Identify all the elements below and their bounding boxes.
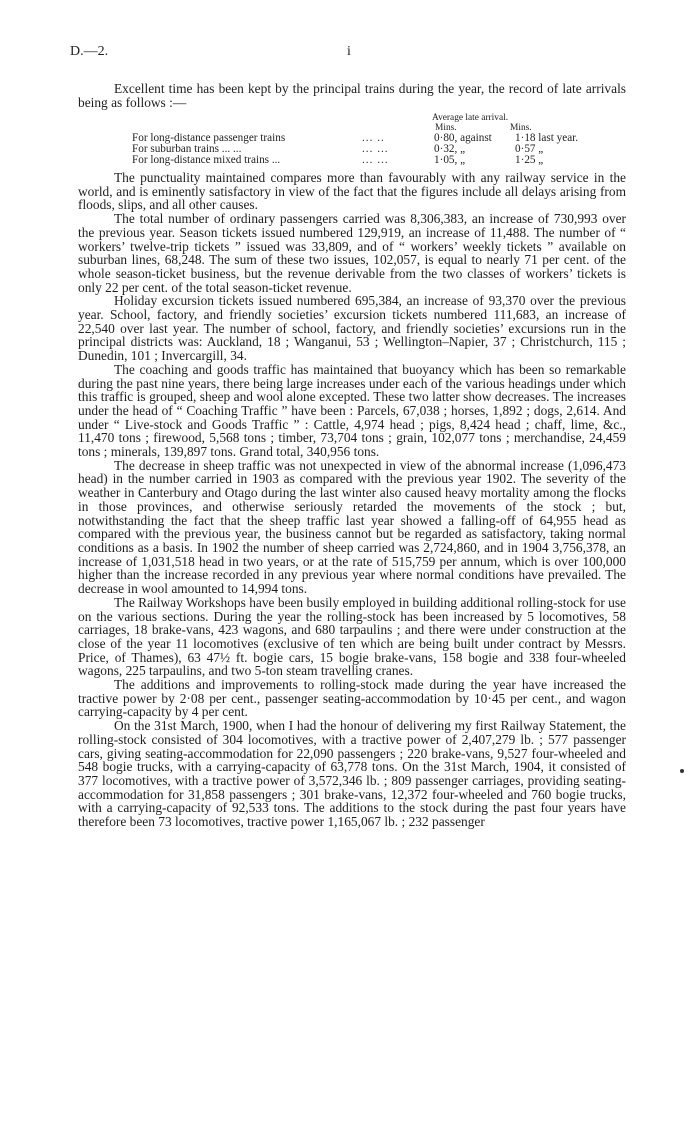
row-leaders: ... ...	[362, 154, 389, 166]
page-reference: D.—2.	[70, 44, 109, 59]
row-current: 1·05, „	[434, 154, 466, 166]
paragraph-stock-comparison: On the 31st March, 1900, when I had the honour of delivering my first Railway Statement, the rolling-stock consisted of 304 locomotives, with a tractive power of 2,407,279 lb. ; 577 passenger cars, giving seating-accommodation for 22,090 passengers ; 220 brake-vans, 9,527 four-wheeled and 548 bogie trucks, with a carrying-capacity of 63,778 tons. On the 31st March, 1904, it consisted of 377 locomotives, with a tractive power of 3,572,346 lb. ; 809 passenger carriages, providing seating-accommodation for 31,858 passengers ; 301 brake-vans, 12,372 four-wheeled and 760 bogie trucks, with a carrying-capacity of 92,533 tons. The additions to the stock during the past four years have therefore been 73 locomotives, tractive power 1,165,067 lb. ; 232 passenger	[78, 718, 626, 830]
intro-text	[78, 82, 626, 109]
row-current: 0·32, „	[434, 143, 466, 155]
late-table-heading: Average late arrival.	[432, 113, 509, 123]
row-last: 1·18 last year.	[515, 132, 579, 144]
paragraph: Excellent time has been kept by the principal trains during the year, the record of late arrivals being as follows :—	[78, 81, 626, 110]
row-label: For long-distance passenger trains	[132, 132, 286, 144]
paragraph-passengers: The total number of ordinary passengers carried was 8,306,383, an increase of 730,993 over the previous year. Season tickets issued numbered 129,919, an increase of 11,488. The number of “ workers’ twelve-trip tickets ” issued was 33,809, and of “ workers’ weekly tickets ” available on suburban lines, 68,248. The sum of these two issues, 102,057, is equal to nearly 71 per cent. of the whole season-ticket business, but the revenue derivable from the two classes of workers’ tickets is only 22 per cent. of the total season-ticket revenue.	[78, 211, 626, 295]
row-label: For suburban trains ... ...	[132, 143, 242, 155]
page-number: i	[347, 44, 351, 59]
paragraph-coaching-goods: The coaching and goods traffic has maintained that buoyancy which has been so remarkable during the past nine years, there being large increases under each of the various headings under which this traffic is grouped, sheep and wool alone excepted. These two latter show decreases. The increases under the head of “ Coaching Traffic ” have been : Parcels, 67,038 ; horses, 1,892 ; dogs, 2,614. And under “ Live-stock and Goods Traffic ” : Cattle, 4,974 head ; pigs, 8,424 head ; chaff, lime, &c., 11,470 tons ; firewood, 5,568 tons ; timber, 73,704 tons ; grain, 102,077 tons ; merchandise, 24,459 tons ; minerals, 139,897 tons. Grand total, 340,956 tons.	[78, 361, 626, 460]
paragraph-sheep-traffic: The decrease in sheep traffic was not unexpected in view of the abnormal increase (1,096,473 head) in the number carried in 1903 as compared with the previous year 1902. The severity of the weather in Canterbury and Otago during the last winter also caused heavy mortality among the flocks in those provinces, and otherwise seriously retarded the movements of the stock ; but, notwithstanding the fact that the sheep traffic last year showed a falling-off of 64,955 head as compared with the previous year, the business cannot but be regarded as satisfactory, taking normal conditions as a basis. In 1902 the number of sheep carried was 2,724,860, and in 1904 3,756,378, an increase of 1,031,518 head in two years, or at the rate of 515,759 per annum, which is over 100,000 higher than the increase recorded in any previous year where normal conditions have prevailed. The decrease in wool amounted to 14,994 tons.	[78, 457, 626, 597]
row-last: 1·25 „	[515, 154, 544, 166]
paragraph-workshops: The Railway Workshops have been busily employed in building additional rolling-stock for use on the various sections. During the year the rolling-stock has been increased by 5 locomotives, 58 carriages, 18 brake-vans, 423 wagons, and 680 tarpaulins ; and there were under construction at the close of the year 11 locomotives (exclusive of ten which are being built under contract by Messrs. Price, of Thames), 63 47½ ft. bogie cars, 15 bogie brake-vans, 158 bogie and 338 four-wheeled wagons, 225 tarpaulins, and two 5-ton steam travelling cranes.	[78, 594, 626, 679]
table-row	[78, 154, 626, 166]
row-leaders: ... ...	[362, 143, 389, 155]
unit-last: Mins.	[510, 123, 532, 133]
row-label: For long-distance mixed trains ...	[132, 154, 281, 166]
row-last: 0·57 „	[515, 143, 544, 155]
unit-current: Mins.	[435, 123, 457, 133]
body-text	[78, 171, 626, 829]
margin-speck	[680, 769, 684, 773]
row-current: 0·80, against	[434, 132, 492, 144]
row-leaders: ... ..	[362, 132, 385, 144]
paragraph-excursions: Holiday excursion tickets issued numbered 695,384, an increase of 93,370 over the previous year. School, factory, and friendly societies’ excursion tickets numbered 111,683, an increase of 22,540 over last year. The number of school, factory, and friendly societies’ excursions run in the principal districts was: Auckland, 18 ; Wanganui, 53 ; Wellington–Napier, 37 ; Christchurch, 115 ; Dunedin, 101 ; Invercargill, 34.	[78, 293, 626, 364]
paragraph-rolling-stock-additions: The additions and improvements to rolling-stock made during the year have increased the tractive power by 2·08 per cent., passenger seating-accommodation by 10·45 per cent., and wagon carrying-capacity by 4 per cent.	[78, 677, 626, 720]
paragraph-punctuality: The punctuality maintained compares more than favourably with any railway service in the world, and is eminently satisfactory in view of the fact that the figures include all delays arising from floods, slips, and all other causes.	[78, 170, 626, 213]
